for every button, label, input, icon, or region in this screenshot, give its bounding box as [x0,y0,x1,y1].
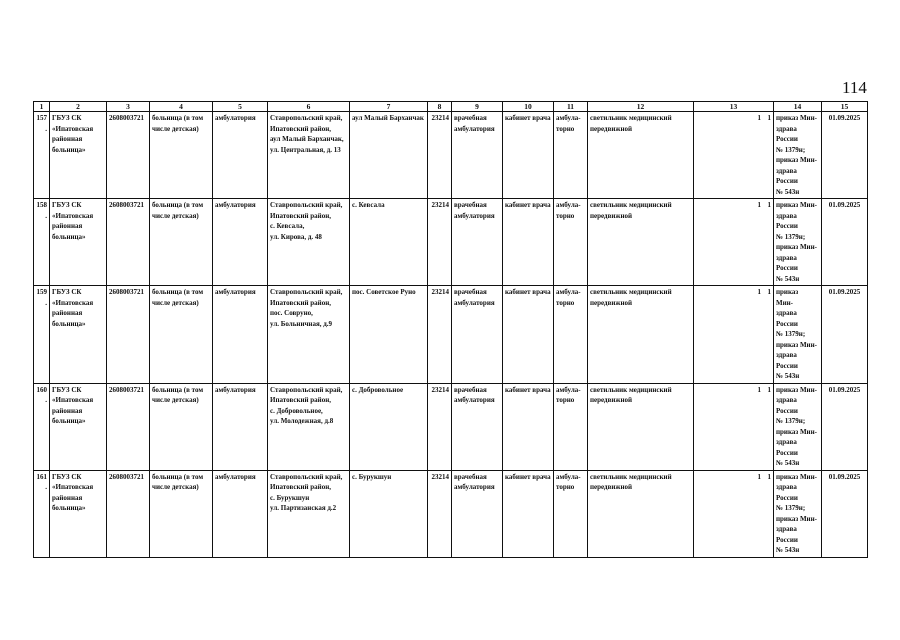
organization-inn: 2608003721 [107,383,150,470]
due-date: 01.09.2025 [822,470,868,557]
unit-name: амбулатория [213,383,268,470]
quantity-required [694,383,774,470]
organization-name: ГБУЗ СК «Ипатовская районная больница» [50,199,107,286]
column-header: 4 [150,102,213,112]
care-mode: амбула-торно [554,199,588,286]
care-mode: амбула-торно [554,470,588,557]
equipment-name: светильник медицинский передвижной [588,383,694,470]
location-code: 23214 [428,383,452,470]
locality-name: с. Добровольное [350,383,428,470]
quantity-required: 1 [757,288,761,296]
organization-name: ГБУЗ СК «Ипатовская районная больница» [50,383,107,470]
location-code: 23214 [428,286,452,384]
table-row [34,383,868,470]
locality-name: аул Малый Барханчак [350,112,428,199]
equipment-name: светильник медицинский передвижной [588,112,694,199]
facility-address: Ставропольский край, Ипатовский район, с. Добровольное, ул. Молодежная, д.8 [268,383,350,470]
quantity-planned: 1 [767,288,771,296]
equipment-name: светильник медицинский передвижной [588,286,694,384]
unit-name: амбулатория [213,199,268,286]
column-header: 7 [350,102,428,112]
page-number: 114 [842,78,867,97]
facility-type: больница (в том числе детская) [150,470,213,557]
equipment-register-table [33,101,868,558]
equipment-name: светильник медицинский передвижной [588,199,694,286]
column-header: 6 [268,102,350,112]
quantity-required: 1 [757,201,761,209]
facility-type: больница (в том числе детская) [150,112,213,199]
care-mode: амбула-торно [554,286,588,384]
quantity-planned: 1 [767,385,771,394]
division-name: врачебная амбулатория [452,286,503,384]
row-number: 159. [34,286,50,384]
room-name: кабинет врача [503,286,554,384]
division-name: врачебная амбулатория [452,112,503,199]
location-code: 23214 [428,112,452,199]
care-mode: амбула-торно [554,383,588,470]
column-header: 5 [213,102,268,112]
facility-type: больница (в том числе детская) [150,383,213,470]
division-name: врачебная амбулатория [452,470,503,557]
quantity-required: 1 [757,114,761,122]
table-row [34,470,868,557]
due-date: 01.09.2025 [822,112,868,199]
table-row [34,286,868,384]
facility-address: Ставропольский край, Ипатовский район, пос. Совруно, ул. Больничная, д.9 [268,286,350,384]
room-name: кабинет врача [503,470,554,557]
facility-type: больница (в том числе детская) [150,199,213,286]
organization-name: ГБУЗ СК «Ипатовская районная больница» [50,112,107,199]
legal-basis: приказ Мин- здрава России № 1379н; приказ Мин- здрава России № 543н [774,286,822,384]
locality-name: пос. Советское Руно [350,286,428,384]
facility-address: Ставропольский край, Ипатовский район, с. Бурукшун ул. Партизанская д.2 [268,470,350,557]
room-name: кабинет врача [503,383,554,470]
locality-name: с. Бурукшун [350,470,428,557]
due-date: 01.09.2025 [822,286,868,384]
unit-name: амбулатория [213,286,268,384]
organization-name: ГБУЗ СК «Ипатовская районная больница» [50,286,107,384]
quantity-required: 1 [757,385,761,394]
organization-name: ГБУЗ СК «Ипатовская районная больница» [50,470,107,557]
quantity-required [694,286,774,384]
division-name: врачебная амбулатория [452,383,503,470]
column-header: 2 [50,102,107,112]
location-code: 23214 [428,199,452,286]
row-number: 161. [34,470,50,557]
locality-name: с. Кевсала [350,199,428,286]
quantity-required: 1 [757,472,761,481]
room-name: кабинет врача [503,199,554,286]
legal-basis: приказ Мин- здрава России № 1379н; приказ Мин- здрава России № 543н [774,470,822,557]
legal-basis: приказ Мин- здрава России № 1379н; приказ Мин- здрава России № 543н [774,383,822,470]
table-row [34,112,868,199]
column-header: 12 [588,102,694,112]
unit-name: амбулатория [213,470,268,557]
quantity-required [694,470,774,557]
column-number-row [34,102,868,112]
equipment-name: светильник медицинский передвижной [588,470,694,557]
column-header: 9 [452,102,503,112]
due-date: 01.09.2025 [822,383,868,470]
location-code: 23214 [428,470,452,557]
column-header: 3 [107,102,150,112]
column-header: 1 [34,102,50,112]
legal-basis: приказ Мин- здрава России № 1379н; приказ Мин- здрава России № 543н [774,112,822,199]
facility-address: Ставропольский край, Ипатовский район, аул Малый Барханчак, ул. Центральная, д. 13 [268,112,350,199]
organization-inn: 2608003721 [107,470,150,557]
facility-type: больница (в том числе детская) [150,286,213,384]
quantity-planned: 1 [767,472,771,481]
unit-name: амбулатория [213,112,268,199]
quantity-planned: 1 [767,114,771,122]
room-name: кабинет врача [503,112,554,199]
column-header: 15 [822,102,868,112]
column-header: 10 [503,102,554,112]
row-number: 160. [34,383,50,470]
organization-inn: 2608003721 [107,286,150,384]
column-header: 11 [554,102,588,112]
row-number: 157. [34,112,50,199]
legal-basis: приказ Мин- здрава России № 1379н; приказ Мин- здрава России № 543н [774,199,822,286]
organization-inn: 2608003721 [107,199,150,286]
table-row [34,199,868,286]
column-header: 14 [774,102,822,112]
row-number: 158. [34,199,50,286]
organization-inn: 2608003721 [107,112,150,199]
division-name: врачебная амбулатория [452,199,503,286]
quantity-planned: 1 [767,201,771,209]
quantity-required [694,112,774,199]
facility-address: Ставропольский край, Ипатовский район, с. Кевсала, ул. Кирова, д. 48 [268,199,350,286]
quantity-required [694,199,774,286]
column-header: 8 [428,102,452,112]
column-header: 13 [694,102,774,112]
care-mode: амбула-торно [554,112,588,199]
due-date: 01.09.2025 [822,199,868,286]
